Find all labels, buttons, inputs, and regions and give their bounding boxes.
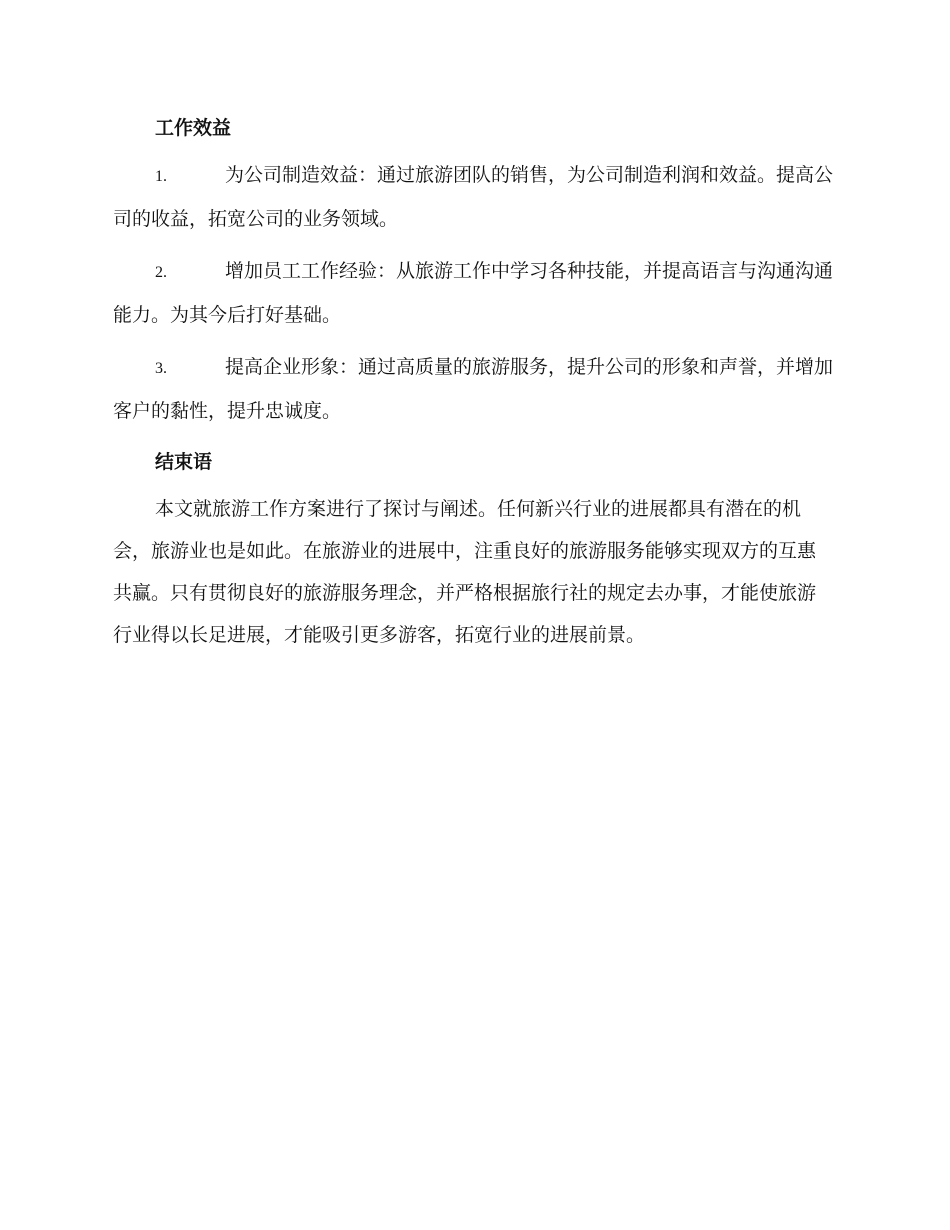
list-item-number: 1. [155, 168, 167, 185]
list-item-text: 增加员工工作经验：从旅游工作中学习各种技能，并提高语言与沟通沟通能力。为其今后打好基础。 [113, 260, 834, 326]
list-item-text: 提高企业形象：通过高质量的旅游服务，提升公司的形象和声誉，并增加客户的黏性，提升忠诚度。 [113, 356, 834, 422]
section-heading-conclusion: 结束语 [155, 451, 213, 473]
list-item [113, 346, 833, 432]
document-page [113, 108, 833, 656]
list-item [113, 250, 833, 336]
list-item-number: 3. [155, 360, 167, 377]
list-item [113, 154, 833, 240]
section-heading-benefits: 工作效益 [155, 117, 232, 139]
conclusion-paragraph: 本文就旅游工作方案进行了探讨与阐述。任何新兴行业的进展都具有潜在的机会，旅游业也是如此。在旅游业的进展中，注重良好的旅游服务能够实现双方的互惠共赢。只有贯彻良好的旅游服务理念，并严格根据旅行社的规定去办事，才能使旅游行业得以长足进展，才能吸引更多游客，拓宽行业的进展前景。 [113, 498, 817, 646]
list-item-number: 2. [155, 264, 167, 281]
list-item-text: 为公司制造效益：通过旅游团队的销售，为公司制造利润和效益。提高公司的收益，拓宽公司的业务领域。 [113, 164, 834, 230]
